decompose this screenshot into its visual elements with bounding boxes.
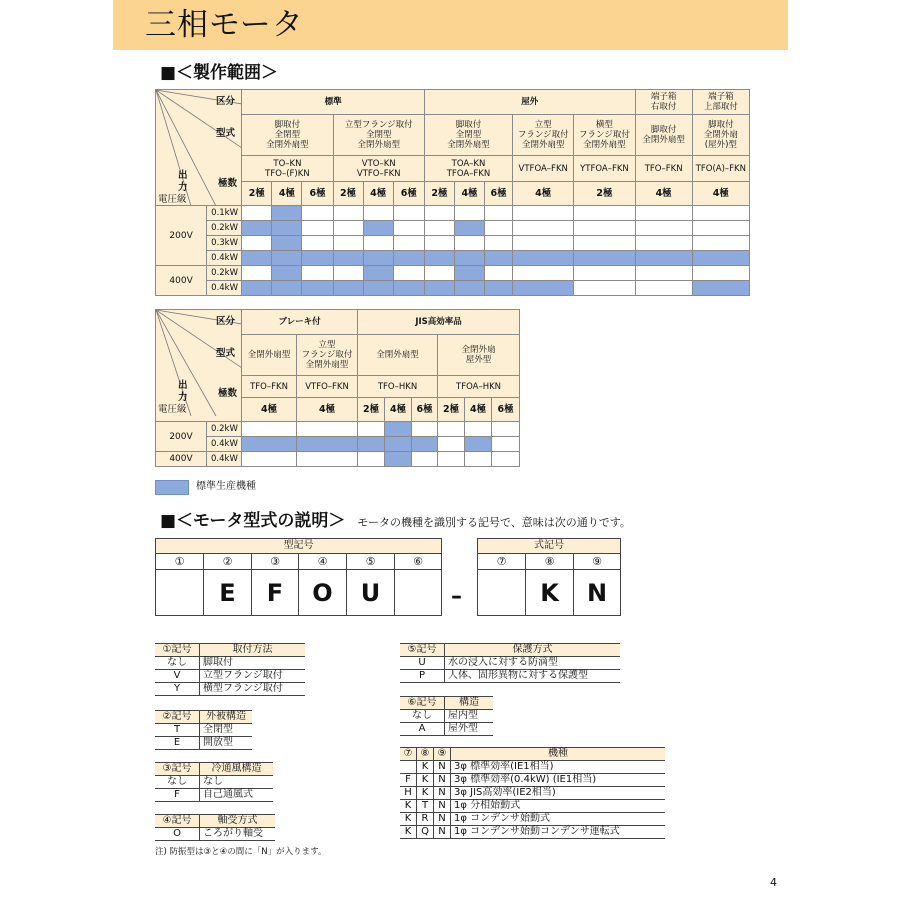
- type-c4: 立型 フランジ取付 全閉外扇型: [513, 115, 574, 156]
- k7-row-3-col-1: T: [417, 800, 434, 813]
- t2-output-0: 0.2kW: [207, 422, 242, 437]
- t1-cell-0-2: [302, 206, 333, 221]
- t1-cell-2-11: [635, 236, 692, 251]
- k5-row-1-col-0: P: [400, 670, 445, 683]
- t1-cell-3-8: [485, 251, 513, 266]
- t2-cell-0-6: [465, 422, 492, 437]
- model-c4: VTFOA–FKN: [513, 156, 574, 182]
- corner-shutsu: 出: [178, 170, 188, 181]
- k1-row-1-col-0: V: [155, 670, 200, 683]
- t1-cell-4-9: [513, 266, 574, 281]
- t1-cell-4-10: [574, 266, 635, 281]
- code-num-left-1: ②: [204, 554, 252, 570]
- k4-header-0: ④記号: [155, 815, 200, 828]
- model2-c1: TFO–FKN: [242, 376, 297, 398]
- t1-cell-0-8: [485, 206, 513, 221]
- key-table-5-protection: [400, 643, 620, 683]
- t1-cell-5-8: [485, 281, 513, 296]
- t2-cell-0-4: [412, 422, 438, 437]
- k1-row-2-col-1: 横型フランジ取付: [200, 683, 306, 696]
- t2-cell-0-0: [242, 422, 297, 437]
- t1-cell-3-0: [242, 251, 272, 266]
- k5-row-0-col-0: U: [400, 657, 445, 670]
- t1-pole-4: 4極: [363, 182, 393, 206]
- k7-row-0-col-0: [400, 761, 417, 774]
- t1-cell-1-11: [635, 221, 692, 236]
- k7-header-0: ⑦: [400, 748, 417, 761]
- t1-cell-1-9: [513, 221, 574, 236]
- t1-pole-2: 6極: [302, 182, 333, 206]
- t2-pole-7: 6極: [492, 398, 520, 422]
- corner-voltage: 電圧級: [158, 194, 187, 205]
- t1-cell-2-5: [393, 236, 424, 251]
- t1-output-0: 0.1kW: [207, 206, 242, 221]
- page-number: 4: [770, 876, 777, 889]
- k4-row-0-col-0: O: [155, 828, 200, 841]
- k2-row-1-col-0: E: [155, 737, 200, 750]
- t1-pole-1: 4極: [272, 182, 302, 206]
- t1-cell-3-5: [393, 251, 424, 266]
- t1-pole-6: 2極: [424, 182, 454, 206]
- type-c6: 脚取付 全閉外扇型: [635, 115, 692, 156]
- t1-cell-3-10: [574, 251, 635, 266]
- t2-cell-2-0: [242, 452, 297, 467]
- k1-header-0: ①記号: [155, 644, 200, 657]
- k2-header-1: 外被構造: [200, 711, 253, 724]
- k6-row-0-col-0: なし: [400, 710, 445, 723]
- code-char-left-3: O: [299, 570, 347, 616]
- k4-header-1: 軸受方式: [200, 815, 276, 828]
- t1-cell-4-2: [302, 266, 333, 281]
- t1-cell-4-5: [393, 266, 424, 281]
- corner-katashiki-2: 型式: [216, 348, 236, 359]
- key-table-6-structure: [400, 696, 493, 736]
- t1-cell-0-0: [242, 206, 272, 221]
- type-c1: 脚取付 全閉型 全閉外扇型: [242, 115, 333, 156]
- k1-header-1: 取付方法: [200, 644, 306, 657]
- t1-cell-3-3: [333, 251, 363, 266]
- t1-cell-4-0: [242, 266, 272, 281]
- t1-cell-1-3: [333, 221, 363, 236]
- t2-cell-0-5: [438, 422, 465, 437]
- t1-cell-5-12: [692, 281, 749, 296]
- t1-cell-3-4: [363, 251, 393, 266]
- corner-ryoku-2: 力: [178, 392, 188, 403]
- code-num-left-5: ⑥: [395, 554, 442, 570]
- t2-cell-1-4: [412, 437, 438, 452]
- t1-output-2: 0.3kW: [207, 236, 242, 251]
- t2-cell-2-5: [438, 452, 465, 467]
- t1-cell-3-2: [302, 251, 333, 266]
- k7-row-5-col-3: 1φ コンデンサ始動コンデンサ運転式: [451, 826, 666, 839]
- t1-cell-3-1: [272, 251, 302, 266]
- code-char-left-5: [395, 570, 442, 616]
- code-char-right-0: [478, 570, 526, 616]
- k7-row-1-col-2: N: [434, 774, 451, 787]
- corner-kubun: 区分: [216, 96, 236, 107]
- t1-pole-0: 2極: [242, 182, 272, 206]
- k7-header-2: ⑨: [434, 748, 451, 761]
- key-table-3-cooling: [155, 762, 273, 802]
- k6-row-1-col-0: A: [400, 723, 445, 736]
- t1-cell-2-7: [454, 236, 484, 251]
- t1-voltage-0: 200V: [156, 206, 207, 266]
- k7-row-4-col-2: N: [434, 813, 451, 826]
- model-code-left: [155, 538, 442, 616]
- corner-cell: [156, 90, 242, 206]
- t1-cell-2-1: [272, 236, 302, 251]
- corner-voltage-2: 電圧級: [158, 404, 187, 415]
- type-c5: 横型 フランジ取付 全閉外扇型: [574, 115, 635, 156]
- t2-cell-0-7: [492, 422, 520, 437]
- t2-voltage-0: 200V: [156, 422, 207, 452]
- t1-pole-8: 6極: [485, 182, 513, 206]
- type-c7: 脚取付 全閉外扇 (屋外)型: [692, 115, 749, 156]
- t2-pole-0: 4極: [242, 398, 297, 422]
- model2-c2: VTFO–FKN: [297, 376, 358, 398]
- t1-cell-4-7: [454, 266, 484, 281]
- t1-cell-1-5: [393, 221, 424, 236]
- t2-output-1: 0.4kW: [207, 437, 242, 452]
- t1-cell-2-12: [692, 236, 749, 251]
- code-num-left-0: ①: [156, 554, 204, 570]
- t1-cell-3-11: [635, 251, 692, 266]
- legend-swatch: [155, 480, 189, 495]
- t1-cell-2-6: [424, 236, 454, 251]
- t1-pole-7: 4極: [454, 182, 484, 206]
- t1-cell-1-4: [363, 221, 393, 236]
- k4-row-0-col-1: ころがり軸受: [200, 828, 276, 841]
- k7-row-1-col-0: F: [400, 774, 417, 787]
- t1-cell-1-12: [692, 221, 749, 236]
- k7-row-5-col-2: N: [434, 826, 451, 839]
- k3-row-0-col-1: なし: [200, 776, 274, 789]
- k6-row-0-col-1: 屋内型: [445, 710, 494, 723]
- k3-row-1-col-1: 自己通風式: [200, 789, 274, 802]
- code-num-left-3: ④: [299, 554, 347, 570]
- footnote: 注) 防振型は③と④の間に「N」が入ります。: [155, 847, 327, 857]
- t1-cell-3-7: [454, 251, 484, 266]
- t1-output-4: 0.2kW: [207, 266, 242, 281]
- k7-header-3: 機種: [451, 748, 666, 761]
- k6-row-1-col-1: 屋外型: [445, 723, 494, 736]
- t1-cell-2-4: [363, 236, 393, 251]
- t1-cell-2-8: [485, 236, 513, 251]
- model-c5: YTFOA–FKN: [574, 156, 635, 182]
- kubun-outdoor: 屋外: [424, 90, 635, 115]
- section-heading-model-note: モータの機種を識別する記号で、意味は次の通りです。: [357, 516, 631, 529]
- t1-cell-4-3: [333, 266, 363, 281]
- code-char-left-1: E: [204, 570, 252, 616]
- t1-cell-1-8: [485, 221, 513, 236]
- t1-cell-2-10: [574, 236, 635, 251]
- t2-cell-1-5: [438, 437, 465, 452]
- t1-cell-5-6: [424, 281, 454, 296]
- k7-row-3-col-3: 1φ 分相始動式: [451, 800, 666, 813]
- k7-row-3-col-0: K: [400, 800, 417, 813]
- t1-cell-5-2: [302, 281, 333, 296]
- t2-pole-4: 6極: [412, 398, 438, 422]
- k6-header-0: ⑥記号: [400, 697, 445, 710]
- t1-cell-0-4: [363, 206, 393, 221]
- kubun-terminal-right: 端子箱 右取付: [635, 90, 692, 115]
- t1-pole-9: 4極: [513, 182, 574, 206]
- k7-row-0-col-1: K: [417, 761, 434, 774]
- t2-voltage-2: 400V: [156, 452, 207, 467]
- code-num-right-1: ⑧: [526, 554, 574, 570]
- t2-pole-2: 2極: [358, 398, 385, 422]
- page-title: 三相モータ: [145, 7, 304, 43]
- k3-header-1: 冷通風構造: [200, 763, 274, 776]
- t1-cell-5-3: [333, 281, 363, 296]
- k7-row-2-col-2: N: [434, 787, 451, 800]
- t1-cell-0-9: [513, 206, 574, 221]
- legend-label: 標準生産機種: [196, 481, 256, 492]
- t1-pole-5: 6極: [393, 182, 424, 206]
- t1-pole-11: 4極: [635, 182, 692, 206]
- k7-row-1-col-3: 3φ 標準効率(0.4kW) (IE1相当): [451, 774, 666, 787]
- t1-pole-10: 2極: [574, 182, 635, 206]
- t2-cell-1-7: [492, 437, 520, 452]
- kubun-brake: ブレーキ付: [242, 310, 358, 335]
- k1-row-0-col-0: なし: [155, 657, 200, 670]
- t2-cell-1-2: [358, 437, 385, 452]
- k7-row-2-col-3: 3φ JIS高効率(IE2相当): [451, 787, 666, 800]
- t1-cell-4-8: [485, 266, 513, 281]
- k3-header-0: ③記号: [155, 763, 200, 776]
- k7-row-3-col-2: N: [434, 800, 451, 813]
- k7-row-2-col-1: K: [417, 787, 434, 800]
- t1-cell-4-6: [424, 266, 454, 281]
- k5-header-0: ⑤記号: [400, 644, 445, 657]
- model2-c4: TFOA–HKN: [438, 376, 520, 398]
- t2-cell-0-1: [297, 422, 358, 437]
- corner-kyokusu-2: 極数: [218, 388, 238, 399]
- t2-cell-2-3: [385, 452, 412, 467]
- model-c3: TOA–KN TFOA–FKN: [424, 156, 512, 182]
- t1-cell-5-10: [574, 281, 635, 296]
- t1-cell-1-1: [272, 221, 302, 236]
- t1-cell-3-9: [513, 251, 574, 266]
- kubun-terminal-top: 端子箱 上部取付: [692, 90, 749, 115]
- code-dash: –: [451, 584, 462, 609]
- corner-katashiki: 型式: [216, 128, 236, 139]
- corner-ryoku: 力: [178, 182, 188, 193]
- section-heading-model-text: ■＜モータ型式の説明＞: [160, 511, 346, 531]
- k5-header-1: 保護方式: [445, 644, 621, 657]
- corner-kubun-2: 区分: [216, 316, 236, 327]
- t1-output-1: 0.2kW: [207, 221, 242, 236]
- t1-cell-0-6: [424, 206, 454, 221]
- kata-label: 型記号: [156, 539, 442, 554]
- t2-output-2: 0.4kW: [207, 452, 242, 467]
- t1-cell-1-0: [242, 221, 272, 236]
- t2-pole-3: 4極: [385, 398, 412, 422]
- t2-pole-6: 4極: [465, 398, 492, 422]
- k7-row-4-col-1: R: [417, 813, 434, 826]
- t1-cell-3-12: [692, 251, 749, 266]
- t1-cell-0-10: [574, 206, 635, 221]
- type2-c3: 全閉外扇型: [358, 335, 438, 376]
- t1-cell-2-2: [302, 236, 333, 251]
- t2-cell-2-1: [297, 452, 358, 467]
- t2-cell-2-2: [358, 452, 385, 467]
- t1-cell-5-9: [513, 281, 574, 296]
- shiki-label: 式記号: [478, 539, 621, 554]
- t2-cell-2-7: [492, 452, 520, 467]
- t1-voltage-4: 400V: [156, 266, 207, 296]
- kubun-jis: JIS高効率品: [358, 310, 520, 335]
- t1-pole-12: 4極: [692, 182, 749, 206]
- t1-cell-0-3: [333, 206, 363, 221]
- k2-row-0-col-0: T: [155, 724, 200, 737]
- t1-cell-0-7: [454, 206, 484, 221]
- code-num-left-2: ③: [252, 554, 299, 570]
- t1-cell-1-10: [574, 221, 635, 236]
- t1-cell-5-0: [242, 281, 272, 296]
- k5-row-0-col-1: 水の浸入に対する防滴型: [445, 657, 621, 670]
- t1-pole-3: 2極: [333, 182, 363, 206]
- t2-cell-2-6: [465, 452, 492, 467]
- t1-cell-2-3: [333, 236, 363, 251]
- code-num-right-0: ⑦: [478, 554, 526, 570]
- t1-cell-4-1: [272, 266, 302, 281]
- t1-cell-0-1: [272, 206, 302, 221]
- t1-cell-3-6: [424, 251, 454, 266]
- code-char-left-4: U: [347, 570, 395, 616]
- section-heading-range: ■＜製作範囲＞: [160, 63, 279, 83]
- k3-row-0-col-0: なし: [155, 776, 200, 789]
- k7-row-5-col-0: K: [400, 826, 417, 839]
- t1-cell-0-11: [635, 206, 692, 221]
- k2-header-0: ②記号: [155, 711, 200, 724]
- t1-cell-0-5: [393, 206, 424, 221]
- t1-cell-2-0: [242, 236, 272, 251]
- key-table-2-enclosure: [155, 710, 252, 750]
- section-heading-model: [160, 510, 631, 534]
- t1-output-3: 0.4kW: [207, 251, 242, 266]
- kubun-standard: 標準: [242, 90, 425, 115]
- model-code-right: [477, 538, 621, 616]
- k7-row-0-col-2: N: [434, 761, 451, 774]
- k1-row-2-col-0: Y: [155, 683, 200, 696]
- key-table-4-bearing: [155, 814, 275, 841]
- k2-row-0-col-1: 全閉型: [200, 724, 253, 737]
- t1-cell-5-4: [363, 281, 393, 296]
- type-c3: 脚取付 全閉型 全閉外扇型: [424, 115, 512, 156]
- model-c6: TFO–FKN: [635, 156, 692, 182]
- code-char-left-0: [156, 570, 204, 616]
- k7-row-4-col-3: 1φ コンデンサ始動式: [451, 813, 666, 826]
- t2-pole-1: 4極: [297, 398, 358, 422]
- k2-row-1-col-1: 開放型: [200, 737, 253, 750]
- t2-cell-0-2: [358, 422, 385, 437]
- k7-row-0-col-3: 3φ 標準効率(IE1相当): [451, 761, 666, 774]
- corner-kyokusu: 極数: [218, 178, 238, 189]
- k7-header-1: ⑧: [417, 748, 434, 761]
- type2-c1: 全閉外扇型: [242, 335, 297, 376]
- k5-row-1-col-1: 人体、固形異物に対する保護型: [445, 670, 621, 683]
- t2-cell-1-3: [385, 437, 412, 452]
- t1-cell-4-12: [692, 266, 749, 281]
- t1-cell-2-9: [513, 236, 574, 251]
- title-bar: [113, 0, 788, 50]
- k7-row-2-col-0: H: [400, 787, 417, 800]
- k6-header-1: 構造: [445, 697, 494, 710]
- k7-row-4-col-0: K: [400, 813, 417, 826]
- key-table-1-mounting: [155, 643, 305, 696]
- t1-cell-5-1: [272, 281, 302, 296]
- t2-pole-5: 2極: [438, 398, 465, 422]
- corner-shutsu-2: 出: [178, 380, 188, 391]
- type2-c2: 立型 フランジ取付 全閉外扇型: [297, 335, 358, 376]
- t1-cell-1-6: [424, 221, 454, 236]
- t2-cell-1-0: [242, 437, 297, 452]
- type2-c4: 全閉外扇 屋外型: [438, 335, 520, 376]
- code-char-right-1: K: [526, 570, 574, 616]
- code-char-right-2: N: [574, 570, 621, 616]
- k1-row-1-col-1: 立型フランジ取付: [200, 670, 306, 683]
- code-num-right-2: ⑨: [574, 554, 621, 570]
- range-table-2: [155, 309, 520, 467]
- t1-cell-5-7: [454, 281, 484, 296]
- t1-cell-0-12: [692, 206, 749, 221]
- t1-cell-1-7: [454, 221, 484, 236]
- t1-cell-1-2: [302, 221, 333, 236]
- t2-cell-2-4: [412, 452, 438, 467]
- t2-cell-0-3: [385, 422, 412, 437]
- k7-row-1-col-1: K: [417, 774, 434, 787]
- range-table-1: [155, 89, 750, 296]
- t1-output-5: 0.4kW: [207, 281, 242, 296]
- k7-row-5-col-1: Q: [417, 826, 434, 839]
- t1-cell-4-11: [635, 266, 692, 281]
- k1-row-0-col-1: 脚取付: [200, 657, 306, 670]
- t2-cell-1-1: [297, 437, 358, 452]
- model-c1: TO–KN TFO–(F)KN: [242, 156, 333, 182]
- t1-cell-5-11: [635, 281, 692, 296]
- t2-cell-1-6: [465, 437, 492, 452]
- key-table-7-model-type: [400, 747, 665, 839]
- model-c7: TFO(A)–FKN: [692, 156, 749, 182]
- model2-c3: TFO–HKN: [358, 376, 438, 398]
- type-c2: 立型フランジ取付 全閉型 全閉外扇型: [333, 115, 424, 156]
- code-char-left-2: F: [252, 570, 299, 616]
- t1-cell-5-5: [393, 281, 424, 296]
- code-num-left-4: ⑤: [347, 554, 395, 570]
- corner-cell-2: [156, 310, 242, 422]
- t1-cell-4-4: [363, 266, 393, 281]
- model-c2: VTO–KN VTFO–FKN: [333, 156, 424, 182]
- k3-row-1-col-0: F: [155, 789, 200, 802]
